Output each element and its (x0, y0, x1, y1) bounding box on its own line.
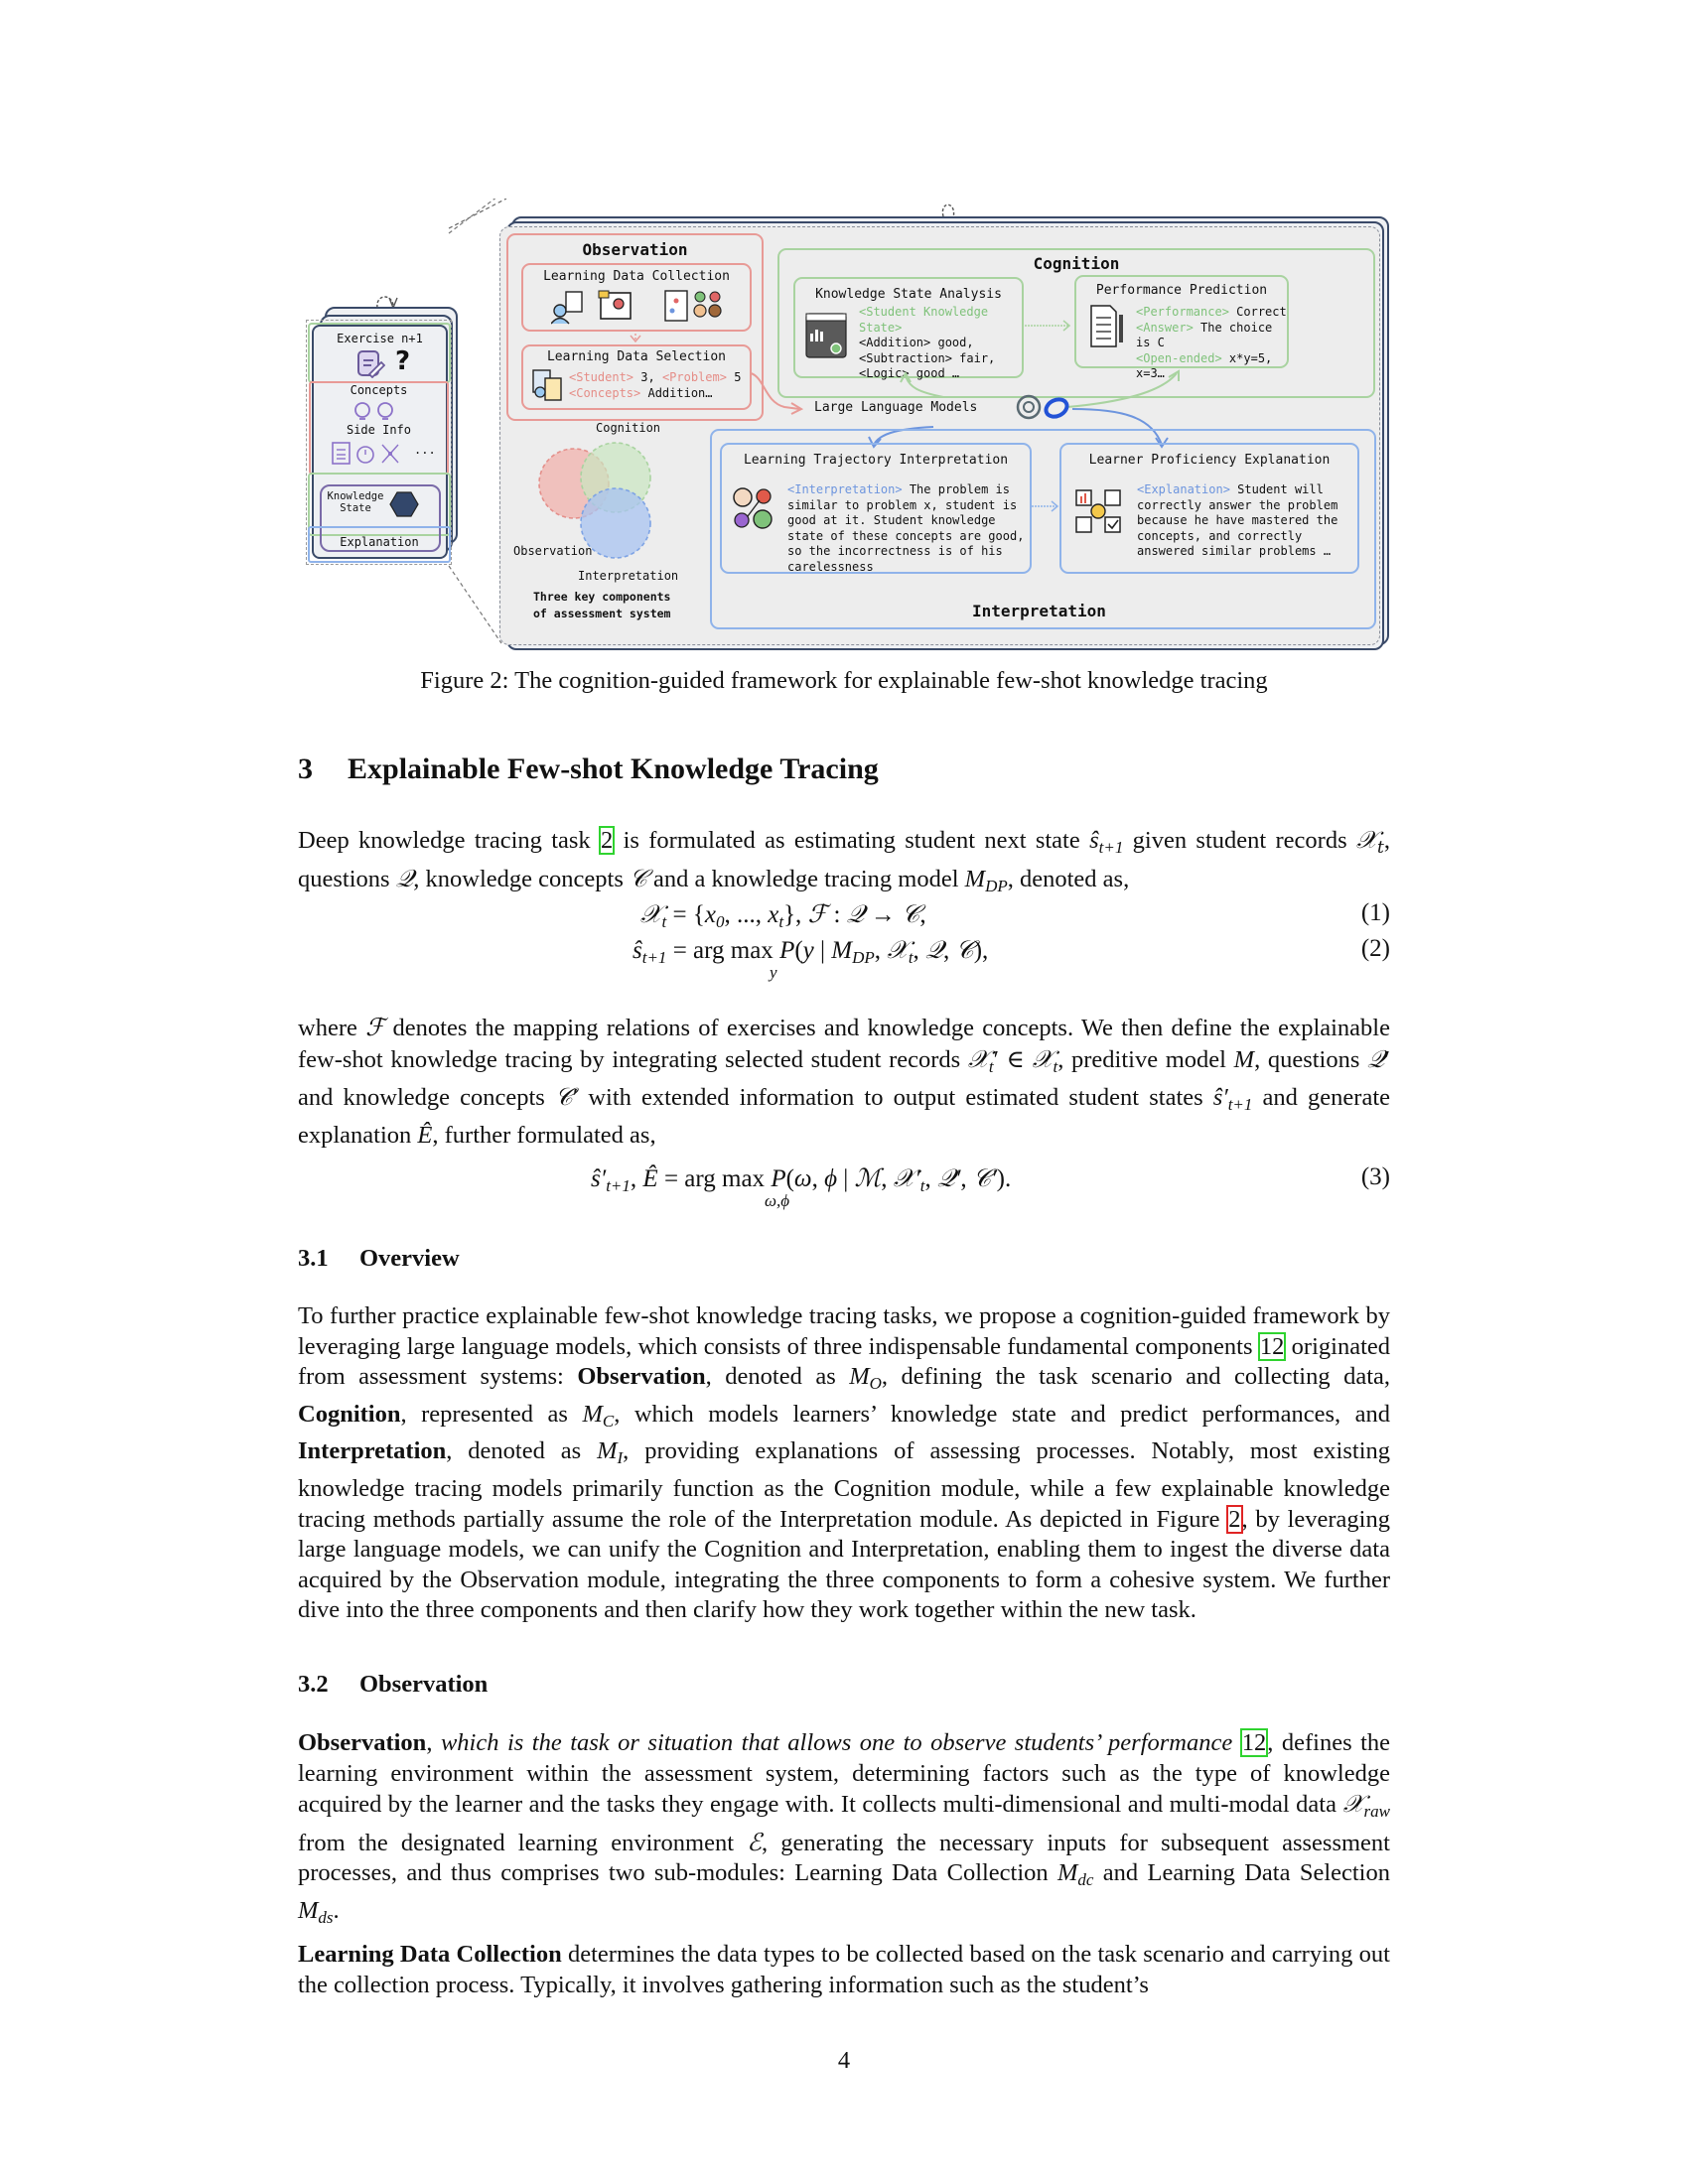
pp-title: Performance Prediction (1095, 283, 1268, 298)
venn-interpretation-label: Interpretation (578, 569, 679, 583)
lti-to-lpe-arrow (1032, 500, 1061, 512)
equation-2-body: $ŝ_{t+1}$ = arg max P(y | $M_{DP}$, 𝒳$_t$, 𝒬, 𝒞), (633, 935, 989, 967)
equation-1-body: 𝒳$_t$ = {$x_0$, ..., $x_t$}, ℱ : 𝒬 → 𝒞, (640, 899, 926, 931)
venn-observation-label: Observation (513, 544, 593, 558)
side-info-more: ... (414, 443, 436, 457)
pp-line: <Answer> The choice is C (1136, 320, 1273, 349)
proficiency-gear-icon (1075, 489, 1123, 535)
subsection-title: Overview (359, 1245, 460, 1272)
section-number: 3 (298, 752, 313, 785)
paragraph-learning-data-collection: Learning Data Collection determines the data types to be collected based on the task scenario and carrying out the collection process. Typically, it involves gathering information such as the student’s (298, 1941, 1390, 1998)
interpretation-module (710, 429, 1376, 629)
framework-figure (298, 199, 1390, 645)
figure-reference-link[interactable]: 2 (1228, 1505, 1241, 1533)
ksa-line: <Subtraction> fair, (859, 350, 996, 365)
exercise-label: Exercise n+1 (337, 332, 423, 345)
equation-1 (298, 899, 1390, 931)
llm-logos-icon (1015, 393, 1074, 423)
paragraph-overview: To further practice explainable few-shot knowledge tracing tasks, we propose a cognition-guided framework by leveraging large language models, which consists of three indispensable fundamental components 12 originated from assessment systems: Observation, denoted as $M_O$, defining the task scenario and collecting data, Cognition, represented as $M_C$, which models learners’ knowledge state and predict performances, and Interpretation, denoted as $M_I$, providing explanations of assessing processes. Notably, most existing knowledge tracing models primarily function as the Cognition module, while a few explainable knowledge tracing methods partially assume the role of the Interpretation module. As depicted in Figure 2, by leveraging large language models, we can unify the Cognition and Interpretation, enabling them to ingest the diverse data acquired by the Observation module, integrating the three components to form a cohesive system. We further dive into the three components and then clarify how they work together within the new task. (298, 1302, 1391, 1624)
equation-2 (298, 935, 1390, 985)
equation-3 (298, 1163, 1390, 1213)
question-mark-icon: ? (395, 346, 411, 376)
ksa-line: <Addition> good, (859, 336, 974, 349)
subsection-heading-observation (298, 1671, 488, 1699)
llm-ring-logo-icon (1044, 396, 1070, 420)
concepts-label: Concepts (350, 383, 408, 397)
interpretation-title: Interpretation (972, 602, 1106, 620)
subsection-number: 3.2 (298, 1671, 329, 1698)
selection-line-1: <Student> 3, <Problem> 5 (569, 370, 742, 384)
section-heading (298, 752, 879, 786)
paragraph-explainable-definition: where ℱ denotes the mapping relations of exercises and knowledge concepts. We then define the explainable few-shot knowledge tracing by integrating selected student records 𝒳$_t$′ ∈ 𝒳$_t$, preditive model M, questions 𝒬′ and knowledge concepts 𝒞′ with extended information to output estimated student states $ŝ'_{t+1}$ and generate explanation Ê, further formulated as, (298, 1013, 1390, 1149)
lpe-title: Learner Proficiency Explanation (1088, 453, 1331, 468)
lpe-text: <Explanation> Student will correctly answer the problem because he have mastered the concepts, and correctly answered similar problems … (1137, 482, 1338, 558)
paragraph-definition: Deep knowledge tracing task 2 is formulated as estimating student next state $ŝ_{t+1}$ given student records 𝒳$_t$, questions 𝒬, knowledge concepts 𝒞 and a knowledge tracing model $M_{DP}$, denoted as, (298, 825, 1391, 895)
llm-label: Large Language Models (814, 400, 978, 415)
citation-link[interactable]: 2 (601, 827, 614, 854)
openai-logo-icon (1018, 396, 1040, 418)
explanation-label: Explanation (340, 535, 419, 549)
subsection-number: 3.1 (298, 1245, 329, 1272)
venn-diagram (536, 442, 655, 561)
learner-proficiency-explanation (1059, 443, 1359, 574)
citation-link[interactable]: 12 (1241, 1729, 1267, 1756)
equation-1-number: (1) (1360, 899, 1390, 926)
section-title: Explainable Few-shot Knowledge Tracing (348, 752, 879, 785)
equation-3-argmax-subscript: ω,ϕ (765, 1191, 790, 1210)
equation-3-body: $ŝ'_{t+1}$, Ê = arg max P(ω, ϕ | ℳ, $𝒳'_t$, 𝒬′, 𝒞′). (591, 1163, 1012, 1195)
selection-line-2: <Concepts> Addition… (569, 385, 713, 400)
subsection-title: Observation (359, 1671, 489, 1698)
observation-title: Observation (582, 240, 688, 259)
venn-caption-line-1: Three key components (533, 590, 671, 604)
ksa-title: Knowledge State Analysis (815, 287, 1002, 302)
subsection-heading-overview (298, 1245, 460, 1273)
figure-caption: Figure 2: The cognition-guided framework for explainable few-shot knowledge tracing (420, 667, 1268, 694)
lti-title: Learning Trajectory Interpretation (743, 453, 1009, 468)
side-info-label: Side Info (346, 423, 412, 437)
ksa-tag: <Student Knowledge State> (859, 305, 989, 335)
collection-title: Learning Data Collection (543, 269, 730, 284)
equation-2-argmax-subscript: y (770, 963, 777, 982)
pp-line: <Open-ended> x*y=5, x=3… (1136, 350, 1273, 380)
ksa-line: <Logic> good … (859, 366, 960, 380)
venn-cognition-label: Cognition (596, 421, 661, 435)
venn-caption-line-2: of assessment system (533, 607, 671, 620)
knowledge-state-label: Knowledge State (327, 490, 384, 514)
paragraph-observation: Observation, which is the task or situation that allows one to observe students’ performance 12, defines the learning environment within the assessment system, determining factors such as the type of knowledge acquired by the learner and the tasks they engage with. It collects multi-dimensional and multi-modal data 𝒳$_{raw}$ from the designated learning environment ℰ, generating the necessary inputs for subsequent assessment processes, and thus comprises two sub-modules: Learning Data Collection $M_{dc}$ and Learning Data Selection $M_{ds}$. (298, 1729, 1391, 1927)
cognition-title: Cognition (1033, 254, 1120, 273)
equation-3-number: (3) (1360, 1163, 1390, 1190)
learning-trajectory-interpretation (720, 443, 1032, 574)
page-number: 4 (837, 2047, 851, 2074)
lti-text: <Interpretation> The problem is similar to problem x, student is good at it. Student knowledge state of these concepts are good, so the incorrectness is of his carelessness (787, 482, 1025, 574)
citation-link[interactable]: 12 (1259, 1332, 1285, 1360)
equation-2-number: (2) (1360, 935, 1390, 962)
selection-title: Learning Data Selection (546, 349, 726, 364)
pp-line: <Performance> Correct (1136, 305, 1287, 319)
trajectory-student-icon (732, 486, 775, 532)
